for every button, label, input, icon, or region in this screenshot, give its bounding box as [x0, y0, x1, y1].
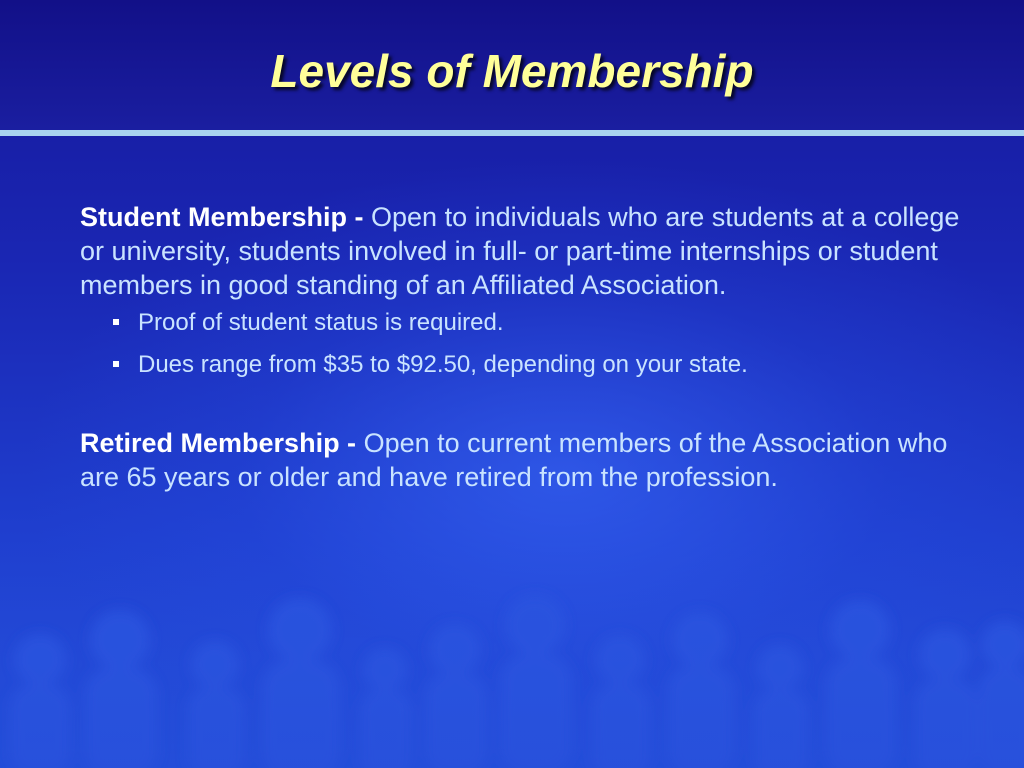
student-membership-heading: Student Membership - [80, 202, 364, 232]
square-bullet-icon [113, 361, 119, 367]
list-item [110, 350, 980, 380]
slide-title: Levels of Membership [270, 45, 754, 97]
square-bullet-icon [113, 319, 119, 325]
student-membership-description: Open to individuals who are students at a college or university, students involved in full- or part-time internships or student members in good standing of an Affiliated Association. [80, 202, 960, 300]
bullet-text: Dues range from $35 to $92.50, depending on your state. [138, 351, 748, 378]
slide-body [80, 200, 980, 494]
retired-membership-heading: Retired Membership - [80, 428, 357, 458]
student-membership-paragraph [80, 200, 980, 302]
bullet-text: Proof of student status is required. [138, 309, 504, 336]
student-membership-bullets [80, 308, 980, 380]
retired-membership-description: Open to current members of the Association who are 65 years or older and have retired from the profession. [80, 428, 948, 492]
list-item [110, 308, 980, 338]
retired-membership-paragraph [80, 426, 980, 494]
title-divider [0, 130, 1024, 136]
